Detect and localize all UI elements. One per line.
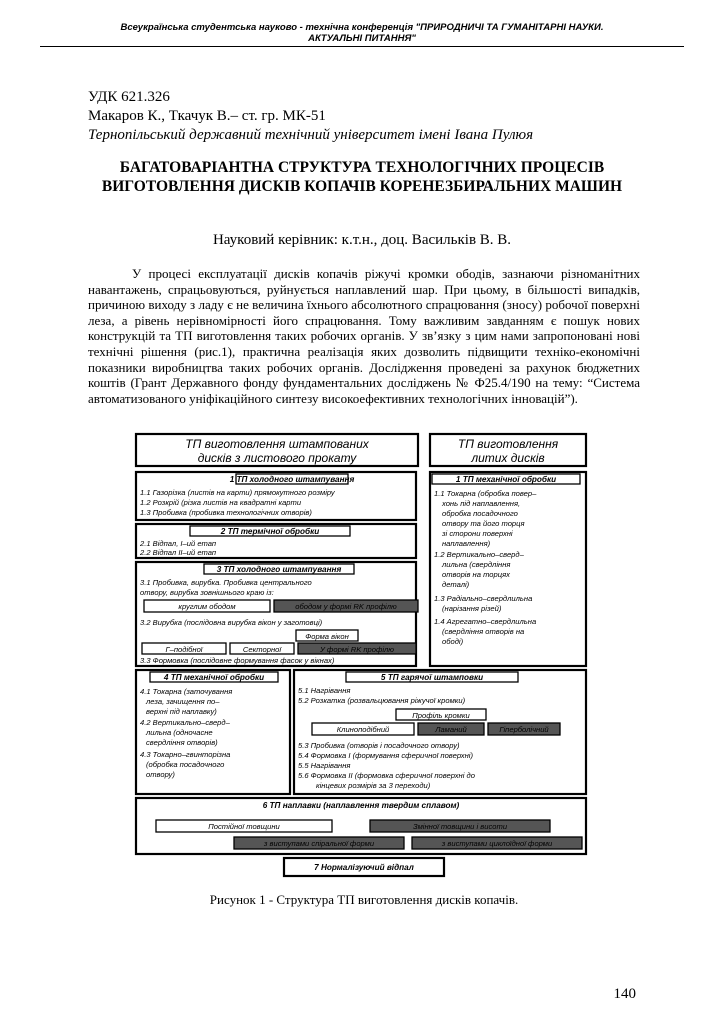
- fig-b4-item-1: 4.1 Токарна (заточування: [140, 687, 233, 696]
- fig-b6-constant: Постійної товщини: [208, 822, 280, 831]
- scientific-advisor: Науковий керівник: к.т.н., доц. Васильків В. В.: [212, 232, 512, 248]
- fig-b4-item-7: 4.3 Токарно–гвинторізна: [140, 750, 231, 759]
- fig-b6-cycloid: з виступами циклоїдної форми: [441, 839, 553, 848]
- fig-b4-item-4: 4.2 Вертикально–сверд–: [140, 718, 230, 727]
- fig-br-item-7: 1.2 Вертикально–сверд–: [434, 550, 524, 559]
- fig-b3-window-g: Г–подібної: [165, 645, 203, 654]
- fig-b2-title: 2 ТП термічної обробки: [220, 527, 320, 536]
- fig-top-right-line-2: литих дисків: [471, 451, 545, 465]
- fig-br-item-13: 1.4 Агрегатно–свердлильна: [434, 617, 537, 626]
- fig-b3-option-rk: ободом у формі RK профілю: [295, 602, 397, 611]
- fig-b5-item-4: 5.6 Формовка II (формовка сферичної поверхні до: [298, 771, 475, 780]
- fig-b5-item-5: кінцевих розмірів за 3 переходи): [316, 781, 431, 790]
- authors: Макаров К., Ткачук В.– ст. гр. МК-51: [88, 108, 326, 124]
- fig-b3-window-rk: У формі RK профілю: [319, 645, 395, 654]
- fig-br-item-6: наплавлення): [442, 539, 491, 548]
- article-meta: [88, 88, 533, 145]
- fig-b1-item-1: 1.1 Газорізка (листів на карти) прямокутного розміру: [140, 488, 335, 497]
- fig-b3-title: 3 ТП холодного штампування: [216, 565, 342, 574]
- fig-br-item-15: ободі): [442, 637, 464, 646]
- fig-b3-line-3: 3.3 Формовка (послідовне формування фасок у вікнах): [140, 656, 335, 665]
- fig-br-item-10: деталі): [442, 580, 470, 589]
- fig-br-item-2: хонь під наплавлення,: [442, 499, 521, 508]
- fig-b5-profile-broken: Ламаний: [435, 725, 467, 734]
- fig-b6-spiral: з виступами спіральної форми: [263, 839, 375, 848]
- fig-b5-profile: Профіль кромки: [412, 711, 470, 720]
- article-title: БАГАТОВАРІАНТНА СТРУКТУРА ТЕХНОЛОГІЧНИХ ПРОЦЕСІВ ВИГОТОВЛЕННЯ ДИСКІВ КОПАЧІВ КОРЕНЕЗБИРАЛЬНИХ МАШИН: [101, 159, 623, 195]
- fig-b5-item-3: 5.5 Нагрівання: [298, 761, 351, 770]
- header-line-2: АКТУАЛЬНІ ПИТАННЯ": [308, 33, 416, 44]
- fig-b1-title: 1 ТП холодного штампування: [229, 475, 355, 484]
- fig-top-right-line-1: ТП виготовлення: [457, 437, 559, 451]
- fig-b4-item-3: верхні під наплавку): [146, 707, 217, 716]
- fig-top-left-line-1: ТП виготовлення штампованих: [185, 437, 369, 451]
- fig-br-item-1: 1.1 Токарна (обробка повер–: [434, 489, 537, 498]
- fig-b5-line-1: 5.1 Нагрівання: [298, 686, 351, 695]
- header-line-1: Всеукраїнська студентська науково - технічна конференція "ПРИРОДНИЧІ ТА ГУМАНІТАРНІ НАУКИ.: [120, 22, 604, 33]
- udc-code: УДК 621.326: [88, 89, 170, 105]
- fig-br-item-8: лильна (свердління: [442, 560, 511, 569]
- fig-b1-item-3: 1.3 Пробивка (пробивка технологічних отворів): [140, 508, 312, 517]
- fig-b4-title: 4 ТП механічної обробки: [163, 673, 265, 682]
- fig-b3-option-round: круглим ободом: [178, 602, 236, 611]
- fig-b5-profile-wedge: Клиноподібний: [336, 725, 390, 734]
- figure-caption: Рисунок 1 - Структура ТП виготовлення дисків копачів.: [209, 892, 519, 907]
- body-paragraph: У процесі експлуатації дисків копачів ріжучі кромки ободів, зазнаючи різноманітних навантажень, спрацьовуються, руйнується наплавлений шар. При цьому, в більшості випадків, причиною виходу з ладу є не величина їхнього абсолютного спрацювання (зносу) робочої поверхні леза, а рівень нерівномірності його спрацювання. Тому важливим завданням є пошук нових конструкцій та ТП виготовлення таких робочих органів. У зв’язку з цим нами запропоновані нові технічні рішення (рис.1), практична реалізація яких дозволить підвищити техніко-економічні показники виробництва таких робочих органів. Дослідження проведені за рахунок бюджетних коштів (Грант Державного фонду фундаментальних досліджень № Ф25.4/190 на тему: “Система автоматизованого уніфікаційного синтезу високоефективних технологічних інновацій”).: [88, 266, 640, 406]
- fig-b5-profile-hyperbolic: Гіперболічний: [499, 725, 549, 734]
- fig-b5-title: 5 ТП гарячої штамповки: [380, 673, 484, 682]
- fig-b3-line-2: 3.2 Вирубка (послідовна вирубка вікон у заготовці): [140, 618, 323, 627]
- fig-br-item-11: 1.3 Радіально–свердлильна: [434, 594, 533, 603]
- fig-b3-line-1b: отвору, вирубка зовнішнього краю із:: [140, 588, 274, 597]
- fig-b3-window-form: Форма вікон: [305, 632, 349, 641]
- fig-br-item-12: (нарізання різей): [442, 604, 502, 613]
- fig-b2-item-2: 2.2 Відпал II–ий етап: [140, 548, 217, 557]
- fig-b1-item-2: 1.2 Розкрій (різка листів на квадратні карти: [140, 498, 302, 507]
- fig-br-item-14: (свердління отворів на: [442, 627, 525, 636]
- institution: Тернопільський державний технічний університет імені Івана Пулюя: [88, 127, 534, 143]
- fig-b5-item-1: 5.3 Пробивка (отворів і посадочного отвору): [298, 741, 460, 750]
- fig-b2-item-1: 2.1 Відпал, I–ий етап: [140, 539, 217, 548]
- fig-b4-item-9: отвору): [146, 770, 175, 779]
- fig-b6-variable: Змінної товщини і висоти: [412, 822, 508, 831]
- fig-br-item-5: зі сторони поверхні: [442, 529, 513, 538]
- fig-top-left-line-2: дисків з листового прокату: [197, 451, 357, 465]
- fig-b3-window-sector: Секторної: [242, 645, 282, 654]
- fig-b4-item-2: леза, зачищення по–: [146, 697, 220, 706]
- fig-b3-line-1a: 3.1 Пробивка, вирубка. Пробивка центрального: [140, 578, 312, 587]
- fig-b7-title: 7 Нормалізуючий відпал: [314, 863, 414, 872]
- conference-header: [40, 22, 684, 47]
- fig-br-item-4: отвору та його торця: [442, 519, 525, 528]
- fig-b4-item-5: лильна (одночасне: [146, 728, 213, 737]
- fig-br-item-3: обробка посадочного: [442, 509, 518, 518]
- fig-b6-title: 6 ТП наплавки (наплавлення твердим сплавом): [262, 801, 460, 810]
- fig-br-item-9: отворів на торцях: [442, 570, 510, 579]
- page-number: 140: [613, 986, 636, 1002]
- fig-b5-item-2: 5.4 Формовка I (формування сферичної поверхні): [298, 751, 473, 760]
- process-structure-diagram: [134, 432, 590, 878]
- fig-br-title: 1 ТП механічної обробки: [455, 475, 557, 484]
- fig-b5-line-2: 5.2 Розкатка (розвальцювання ріжучої кромки): [298, 696, 466, 705]
- fig-b4-item-8: (обробка посадочного: [146, 760, 225, 769]
- fig-b4-item-6: свердління отворів): [146, 738, 218, 747]
